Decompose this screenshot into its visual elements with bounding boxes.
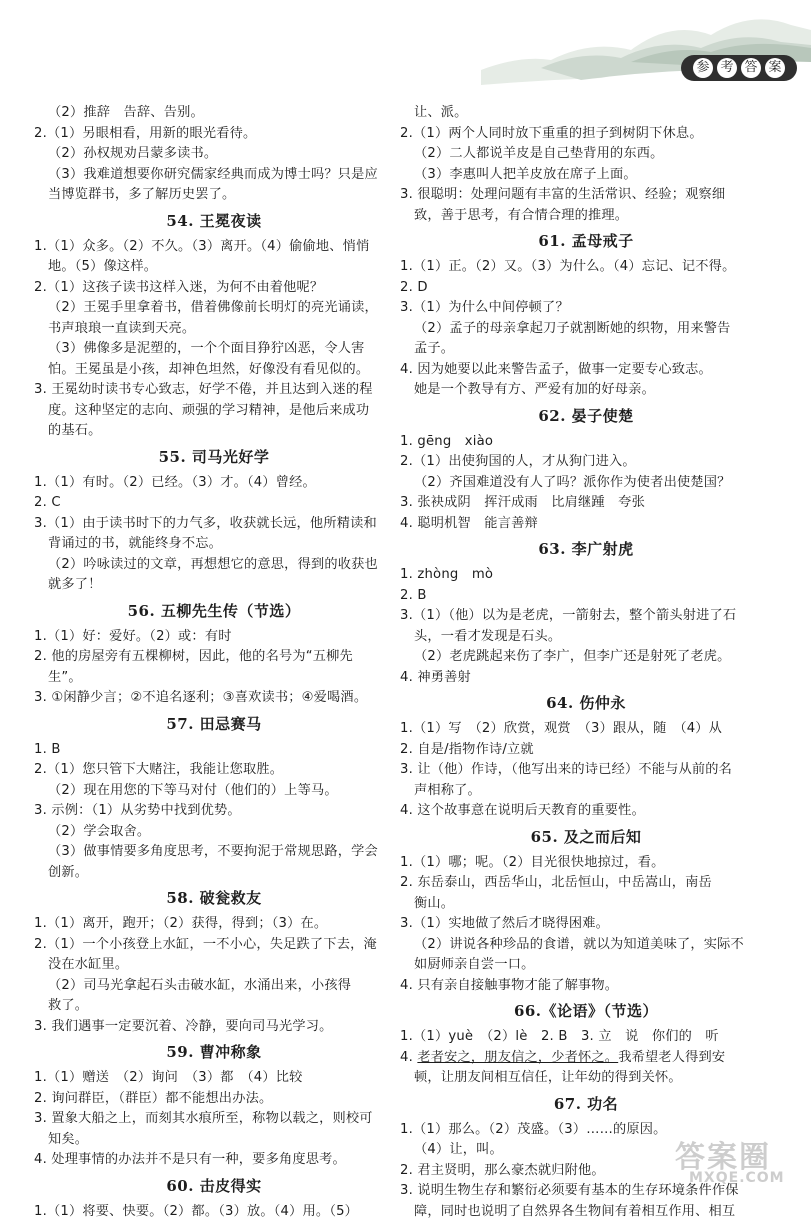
answer-line: （2）二人都说羊皮是自己垫背用的东西。 bbox=[400, 144, 772, 165]
answer-line: （3）我难道想要你研究儒家经典而成为博士吗？只是应 bbox=[34, 165, 394, 186]
answer-line: 3. ①闲静少言；②不追名逐利；③喜欢读书；④爱喝酒。 bbox=[34, 688, 394, 709]
section-heading: 59. 曹冲称象 bbox=[34, 1037, 394, 1068]
answer-line: 2. 他的房屋旁有五棵柳树，因此，他的名号为“五柳先 bbox=[34, 647, 394, 668]
answer-line: 1.（1）离开，跑开；（2）获得，得到；（3）在。 bbox=[34, 914, 394, 935]
answer-line: 3. 置象大船之上，而刻其水痕所至，称物以载之，则校可 bbox=[34, 1109, 394, 1130]
answer-line: （2）司马光拿起石头击破水缸，水涌出来，小孩得 bbox=[34, 976, 394, 997]
answer-line: 1.（1）有时。（2）已经。（3）才。（4）曾经。 bbox=[34, 473, 394, 494]
reference-answers-badge bbox=[681, 55, 797, 81]
answer-line: 3. 王冕幼时读书专心致志，好学不倦，并且达到入迷的程 bbox=[34, 380, 394, 401]
answer-line: 如厨师亲自尝一口。 bbox=[400, 955, 772, 976]
answer-line: 4. 处理事情的办法并不是只有一种，要多角度思考。 bbox=[34, 1150, 394, 1171]
answer-line: 3. 很聪明：处理问题有丰富的生活常识、经验；观察细 bbox=[400, 185, 772, 206]
section-heading: 57. 田忌赛马 bbox=[34, 709, 394, 740]
answer-line: 1. B bbox=[34, 740, 394, 761]
answer-line bbox=[400, 1048, 772, 1069]
answer-line: （2）孙权规劝吕蒙多读书。 bbox=[34, 144, 394, 165]
answer-line: （2）齐国难道没有人了吗？派你作为使者出使楚国？ bbox=[400, 473, 772, 494]
badge-char: 考 bbox=[717, 58, 737, 78]
answer-line: 4. 只有亲自接触事物才能了解事物。 bbox=[400, 976, 772, 997]
section-heading: 56. 五柳先生传（节选） bbox=[34, 596, 394, 627]
answer-line: 1.（1）那么。（2）茂盛。（3）……的原因。 bbox=[400, 1120, 772, 1141]
badge-char: 答 bbox=[741, 58, 761, 78]
answer-line: 2. C bbox=[34, 493, 394, 514]
mountain-landscape-illustration bbox=[481, 0, 811, 100]
answer-line: 2.（1）一个小孩登上水缸，一不小心，失足跌了下去，淹 bbox=[34, 935, 394, 956]
answer-line: 救了。 bbox=[34, 996, 394, 1017]
answer-line: 就多了！ bbox=[34, 575, 394, 596]
answer-line: （3）李惠叫人把羊皮放在席子上面。 bbox=[400, 165, 772, 186]
answer-line: （3）佛像多是泥塑的，一个个面目狰狞凶恶，令人害 bbox=[34, 339, 394, 360]
answer-text: 我希望老人得到安 bbox=[618, 1050, 725, 1065]
answer-line: 2. 自是/指物作诗/立就 bbox=[400, 740, 772, 761]
badge-char: 参 bbox=[693, 58, 713, 78]
answer-line: （2）讲说各种珍品的食谱，就以为知道美味了，实际不 bbox=[400, 935, 772, 956]
answer-line: 创新。 bbox=[34, 863, 394, 884]
answer-line: 1.（1）赠送 （2）询问 （3）都 （4）比较 bbox=[34, 1068, 394, 1089]
answer-column-left bbox=[34, 103, 394, 1222]
answer-line: 2.（1）您只管下大赌注，我能让您取胜。 bbox=[34, 760, 394, 781]
answer-line: 1.（1）将要、快要。（2）都。（3）放。（4）用。（5） bbox=[34, 1202, 394, 1222]
answer-line: 障，同时也说明了自然界各生物间有着相互作用、相互 bbox=[400, 1202, 772, 1222]
answer-line: 4. 聪明机智 能言善辩 bbox=[400, 514, 772, 535]
answer-line: 3.（1）实地做了然后才晓得困难。 bbox=[400, 914, 772, 935]
section-heading: 58. 破瓮救友 bbox=[34, 883, 394, 914]
answer-line: 她是一个教导有方、严爱有加的好母亲。 bbox=[400, 380, 772, 401]
answer-number: 4. bbox=[400, 1050, 417, 1065]
answer-line: 2.（1）这孩子读书这样入迷，为何不由着他呢？ bbox=[34, 278, 394, 299]
answer-line: 3. 张袂成阴 挥汗成雨 比肩继踵 夸张 bbox=[400, 493, 772, 514]
answer-line: 地。（5）像这样。 bbox=[34, 257, 394, 278]
answer-line: （3）做事情要多角度思考，不要拘泥于常规思路，学会 bbox=[34, 842, 394, 863]
answer-line: （2）现在用您的下等马对付（他们的）上等马。 bbox=[34, 781, 394, 802]
answer-line: （4）让，叫。 bbox=[400, 1140, 772, 1161]
section-heading: 66.《论语》（节选） bbox=[400, 996, 772, 1027]
section-heading: 64. 伤仲永 bbox=[400, 688, 772, 719]
answer-line: 2.（1）两个人同时放下重重的担子到树阴下休息。 bbox=[400, 124, 772, 145]
answer-line: 致，善于思考，有合情合理的推理。 bbox=[400, 206, 772, 227]
answer-line: 4. 因为她要以此来警告孟子，做事一定要专心致志。 bbox=[400, 360, 772, 381]
answer-line: 3. 让（他）作诗，（他写出来的诗已经）不能与从前的名 bbox=[400, 760, 772, 781]
answer-line: 头，一看才发现是石头。 bbox=[400, 627, 772, 648]
answer-line: 3. 说明生物生存和繁衍必须要有基本的生存环境条件作保 bbox=[400, 1181, 772, 1202]
answer-line: 1.（1）好：爱好。（2）或：有时 bbox=[34, 627, 394, 648]
section-heading: 62. 晏子使楚 bbox=[400, 401, 772, 432]
answer-line: 2. 东岳泰山，西岳华山，北岳恒山，中岳嵩山，南岳 bbox=[400, 873, 772, 894]
answer-line: 孟子。 bbox=[400, 339, 772, 360]
answer-line: 让、派。 bbox=[400, 103, 772, 124]
answer-line: 1.（1）哪；呢。（2）目光很快地掠过，看。 bbox=[400, 853, 772, 874]
answer-line: 2.（1）另眼相看，用新的眼光看待。 bbox=[34, 124, 394, 145]
answer-line: 3. 示例：（1）从劣势中找到优势。 bbox=[34, 801, 394, 822]
answer-line: 书声琅琅一直读到天亮。 bbox=[34, 319, 394, 340]
answer-line: 1.（1）正。（2）又。（3）为什么。（4）忘记、记不得。 bbox=[400, 257, 772, 278]
watermark-logo bbox=[653, 1132, 803, 1190]
section-heading: 54. 王冕夜读 bbox=[34, 206, 394, 237]
answer-line: 1.（1）写 （2）欣赏，观赏 （3）跟从，随 （4）从 bbox=[400, 719, 772, 740]
answer-line: 3. 我们遇事一定要沉着、冷静，要向司马光学习。 bbox=[34, 1017, 394, 1038]
answer-line: 度。这种坚定的志向、顽强的学习精神，是他后来成功 bbox=[34, 401, 394, 422]
answer-line: （2）吟咏读过的文章，再想想它的意思，得到的收获也 bbox=[34, 555, 394, 576]
answer-line: 声相称了。 bbox=[400, 781, 772, 802]
answer-line: 2. 君主贤明，那么豪杰就归附他。 bbox=[400, 1161, 772, 1182]
section-heading: 61. 孟母戒子 bbox=[400, 226, 772, 257]
answer-line: 4. 这个故事意在说明后天教育的重要性。 bbox=[400, 801, 772, 822]
answer-line: 2. D bbox=[400, 278, 772, 299]
answer-line: 3.（1）由于读书时下的力气多，收获就长远，他所精读和 bbox=[34, 514, 394, 535]
page-header bbox=[0, 0, 811, 100]
answer-line: 1. zhòng mò bbox=[400, 565, 772, 586]
section-heading: 67. 功名 bbox=[400, 1089, 772, 1120]
section-heading: 55. 司马光好学 bbox=[34, 442, 394, 473]
answer-line: 背诵过的书，就能终身不忘。 bbox=[34, 534, 394, 555]
answer-column-right bbox=[400, 103, 772, 1222]
answer-line: 当博览群书，多了解历史罢了。 bbox=[34, 185, 394, 206]
answer-line: 知矣。 bbox=[34, 1130, 394, 1151]
section-heading: 60. 击皮得实 bbox=[34, 1171, 394, 1202]
answer-line: （2）孟子的母亲拿起刀子就割断她的织物，用来警告 bbox=[400, 319, 772, 340]
answer-line: 生”。 bbox=[34, 668, 394, 689]
answer-line: 3.（1）（他）以为是老虎，一箭射去，整个箭头射进了石 bbox=[400, 606, 772, 627]
answer-line: 2.（1）出使狗国的人，才从狗门进入。 bbox=[400, 452, 772, 473]
answer-line: 1. gēng xiào bbox=[400, 432, 772, 453]
section-heading: 63. 李广射虎 bbox=[400, 534, 772, 565]
answer-line: 1.（1）yuè （2）lè 2. B 3. 立 说 你们的 听 bbox=[400, 1027, 772, 1048]
answer-line: 怕。王冕虽是小孩，却神色坦然，好像没有看见似的。 bbox=[34, 360, 394, 381]
answer-line: 3.（1）为什么中间停顿了？ bbox=[400, 298, 772, 319]
answer-line: 2. 询问群臣，（群臣）都不能想出办法。 bbox=[34, 1089, 394, 1110]
answer-line: 4. 神勇善射 bbox=[400, 668, 772, 689]
answer-line: 衡山。 bbox=[400, 894, 772, 915]
answer-line: 的基石。 bbox=[34, 421, 394, 442]
answer-line: 顿，让朋友间相互信任，让年幼的得到关怀。 bbox=[400, 1068, 772, 1089]
answer-line: （2）王冕手里拿着书，借着佛像前长明灯的亮光诵读， bbox=[34, 298, 394, 319]
badge-char: 案 bbox=[765, 58, 785, 78]
answer-line: （2）老虎跳起来伤了李广，但李广还是射死了老虎。 bbox=[400, 647, 772, 668]
answer-line: 2. B bbox=[400, 586, 772, 607]
watermark-url: MXQE.COM bbox=[689, 1170, 785, 1186]
answer-line: （2）学会取舍。 bbox=[34, 822, 394, 843]
watermark-text: 答案圈 bbox=[675, 1132, 771, 1176]
section-heading: 65. 及之而后知 bbox=[400, 822, 772, 853]
answer-line: （2）推辞 告辞、告别。 bbox=[34, 103, 394, 124]
answer-line: 没在水缸里。 bbox=[34, 955, 394, 976]
underlined-quote: 老者安之，朋友信之，少者怀之。 bbox=[417, 1050, 618, 1065]
answer-line: 1.（1）众多。（2）不久。（3）离开。（4）偷偷地、悄悄 bbox=[34, 237, 394, 258]
